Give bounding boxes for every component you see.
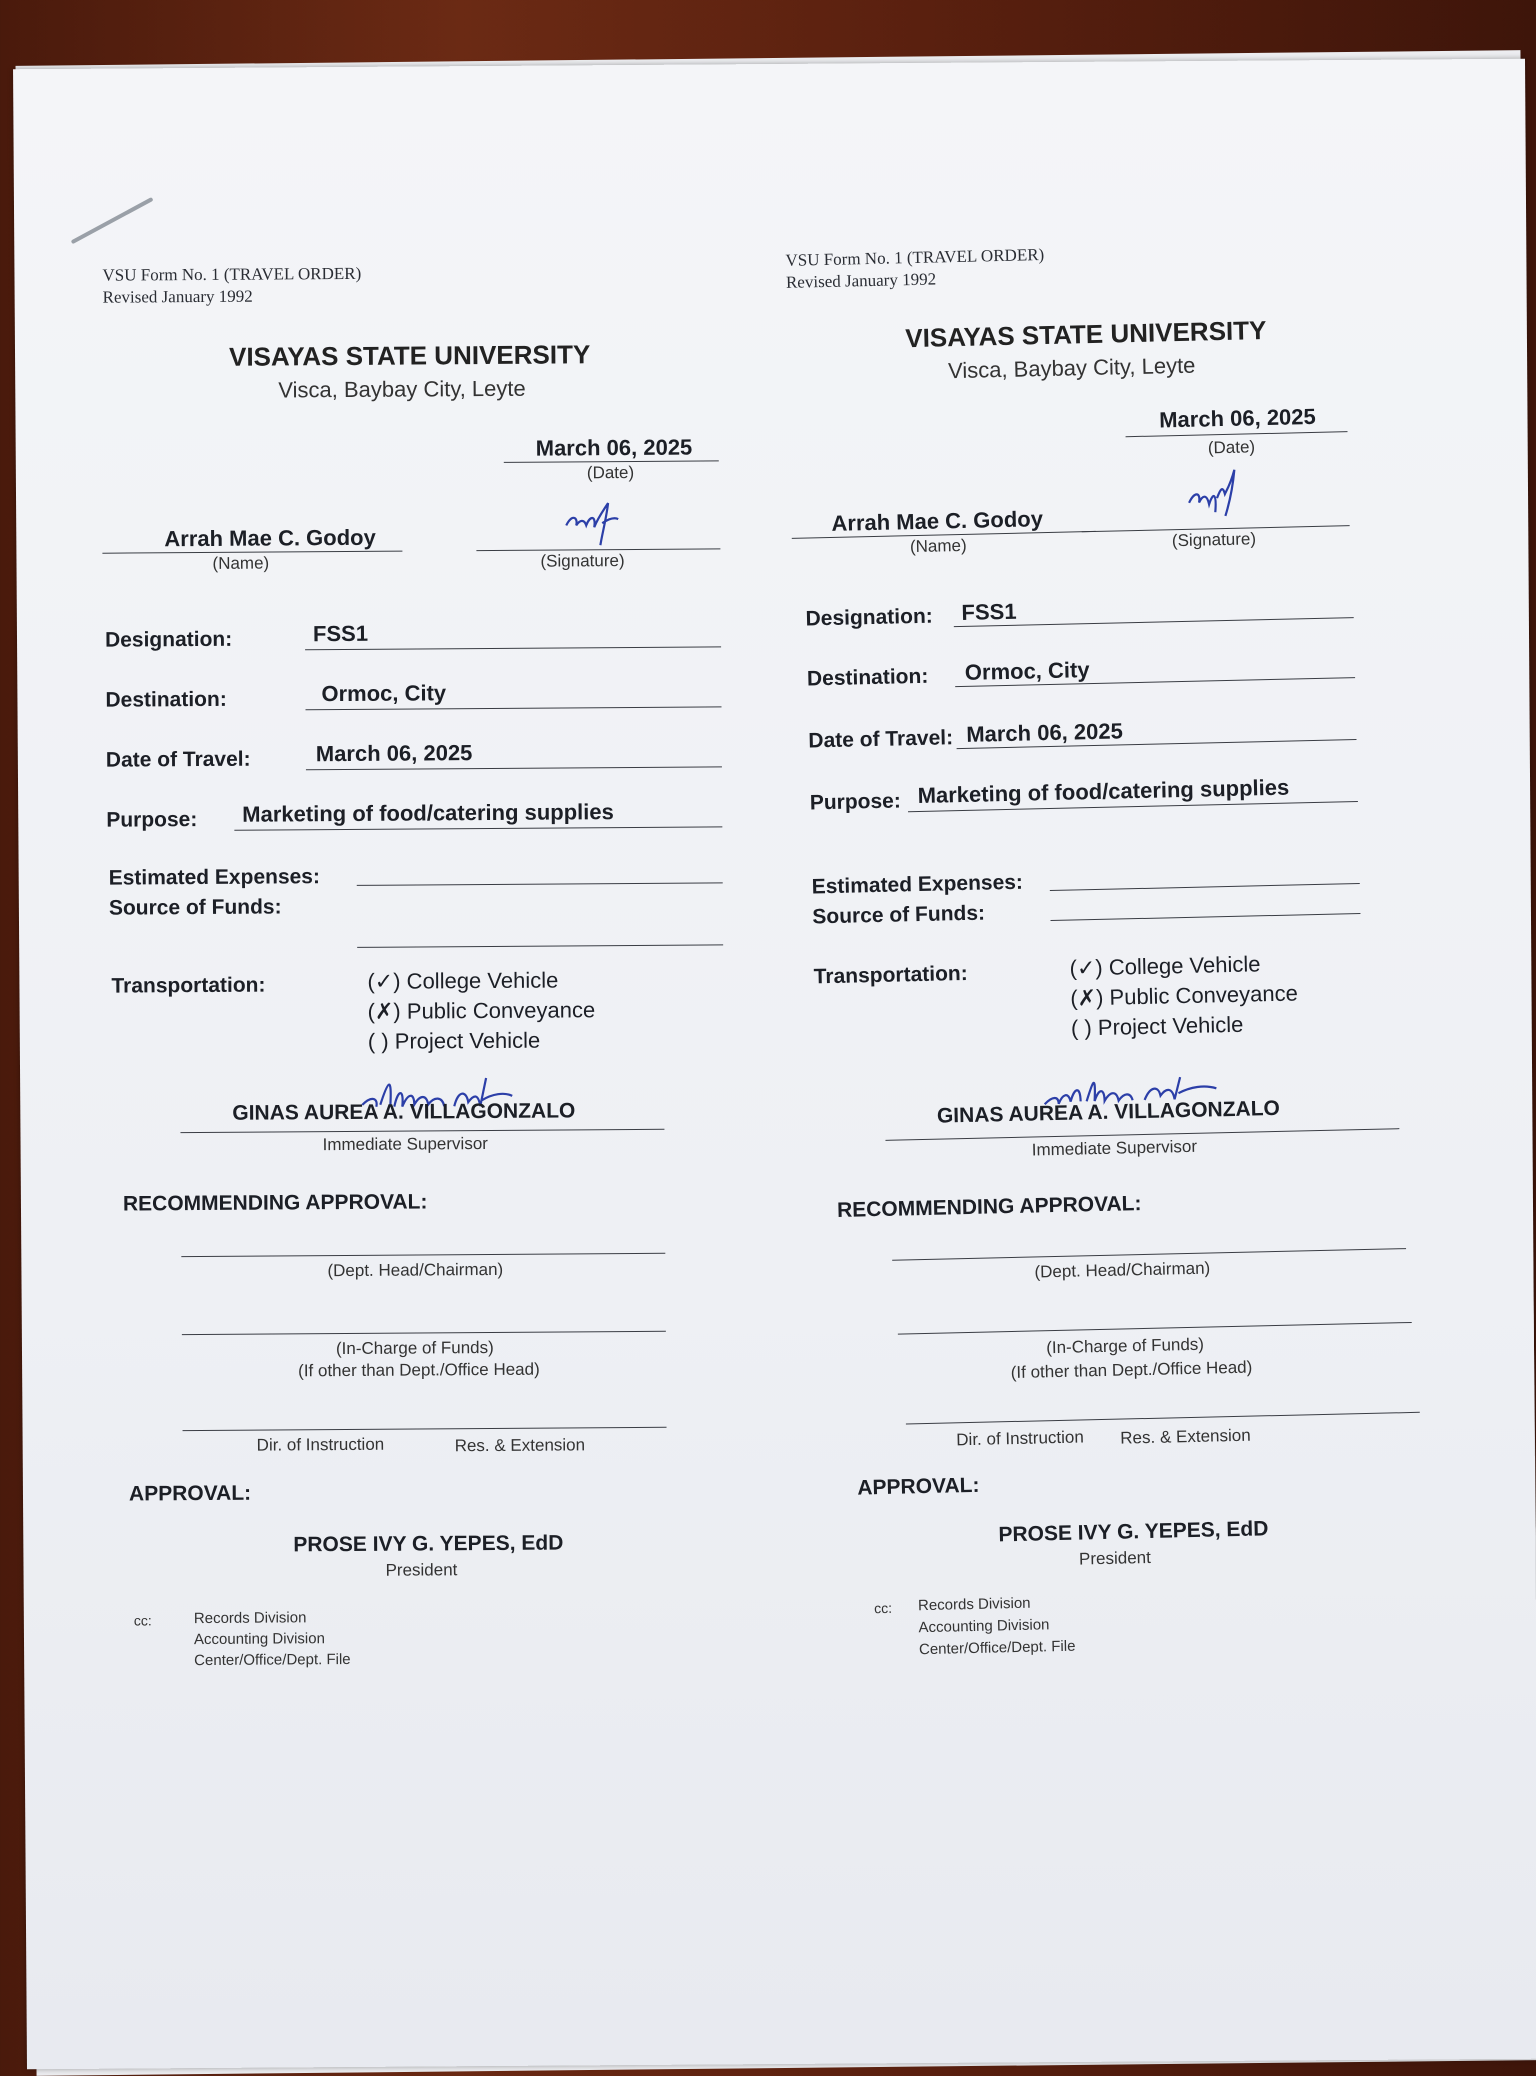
option-label: Public Conveyance xyxy=(1109,980,1299,1010)
dir-instruction: Dir. of Instruction xyxy=(956,1427,1085,1450)
option-public-conveyance xyxy=(368,997,596,1025)
funds-label: Source of Funds: xyxy=(812,901,986,929)
cc-item: Accounting Division xyxy=(193,1630,325,1649)
option-project-vehicle xyxy=(368,1028,541,1055)
travel-date-value: March 06, 2025 xyxy=(965,718,1124,747)
cc-item: Accounting Division xyxy=(918,1616,1050,1637)
form-revised: Revised January 1992 xyxy=(102,286,253,307)
university-name: VISAYAS STATE UNIVERSITY xyxy=(904,315,1267,354)
cc-label: cc: xyxy=(133,1612,152,1629)
destination-label: Destination: xyxy=(806,664,929,691)
dept-head-caption: (Dept. Head/Chairman) xyxy=(1034,1258,1211,1282)
funds-charge-note: (If other than Dept./Office Head) xyxy=(298,1359,540,1381)
transportation-label: Transportation: xyxy=(111,973,266,998)
res-extension: Res. & Extension xyxy=(1120,1425,1251,1448)
option-college-vehicle xyxy=(1069,951,1260,981)
name-value: Arrah Mae C. Godoy xyxy=(831,506,1044,536)
option-label: College Vehicle xyxy=(1108,951,1261,980)
option-label: Project Vehicle xyxy=(1097,1011,1244,1040)
funds-label: Source of Funds: xyxy=(108,895,282,920)
expenses-label: Estimated Expenses: xyxy=(108,865,321,890)
travel-date-label: Date of Travel: xyxy=(808,726,954,753)
cc-item: Center/Office/Dept. File xyxy=(918,1637,1076,1659)
cc-item: Records Division xyxy=(917,1594,1031,1615)
supervisor-caption: Immediate Supervisor xyxy=(1031,1136,1198,1160)
option-label: College Vehicle xyxy=(406,967,559,994)
purpose-label: Purpose: xyxy=(106,808,198,832)
funds-charge-note: (If other than Dept./Office Head) xyxy=(1010,1357,1253,1383)
president-caption: President xyxy=(385,1560,458,1580)
name-caption: (Name) xyxy=(909,535,967,557)
option-public-conveyance xyxy=(1070,980,1298,1011)
signature-caption: (Signature) xyxy=(540,551,625,571)
date-value: March 06, 2025 xyxy=(535,434,693,461)
name-caption: (Name) xyxy=(212,553,270,573)
funds-charge-caption: (In-Charge of Funds) xyxy=(1045,1334,1205,1358)
designation-value: FSS1 xyxy=(961,598,1017,625)
travel-date-value: March 06, 2025 xyxy=(315,740,473,767)
funds-charge-caption: (In-Charge of Funds) xyxy=(335,1337,494,1359)
option-mark: ( ) xyxy=(367,1028,389,1054)
expenses-label: Estimated Expenses: xyxy=(811,870,1024,899)
purpose-value: Marketing of food/catering supplies xyxy=(917,774,1290,809)
destination-value: Ormoc, City xyxy=(964,657,1090,685)
travel-date-label: Date of Travel: xyxy=(105,747,251,772)
date-value: March 06, 2025 xyxy=(1158,403,1316,433)
staple-icon xyxy=(71,197,154,244)
president-name: PROSE IVY G. YEPES, EdD xyxy=(998,1517,1269,1547)
university-address: Visca, Baybay City, Leyte xyxy=(278,375,526,403)
dept-head-caption: (Dept. Head/Chairman) xyxy=(327,1259,504,1281)
president-caption: President xyxy=(1078,1547,1152,1569)
option-mark: (✗) xyxy=(1070,984,1104,1011)
purpose-label: Purpose: xyxy=(809,789,902,815)
purpose-value: Marketing of food/catering supplies xyxy=(242,799,614,827)
dir-instruction: Dir. of Instruction xyxy=(256,1434,385,1455)
recommending-approval-label: RECOMMENDING APPROVAL: xyxy=(122,1190,428,1216)
form-code: VSU Form No. 1 (TRAVEL ORDER) xyxy=(785,245,1045,270)
designation-value: FSS1 xyxy=(312,620,369,647)
president-name: PROSE IVY G. YEPES, EdD xyxy=(293,1531,564,1557)
destination-label: Destination: xyxy=(105,687,227,712)
option-mark: (✓) xyxy=(1069,954,1103,981)
date-caption: (Date) xyxy=(1207,437,1256,458)
signature-caption: (Signature) xyxy=(1171,529,1257,551)
supervisor-caption: Immediate Supervisor xyxy=(322,1134,488,1155)
university-name: VISAYAS STATE UNIVERSITY xyxy=(228,339,591,372)
approval-label: APPROVAL: xyxy=(857,1473,980,1500)
university-address: Visca, Baybay City, Leyte xyxy=(947,352,1196,384)
paper-sheet xyxy=(13,59,1536,2070)
option-mark: ( ) xyxy=(1070,1015,1093,1041)
cc-label: cc: xyxy=(873,1599,893,1617)
cc-item: Records Division xyxy=(193,1609,307,1628)
date-caption: (Date) xyxy=(586,462,635,483)
form-revised: Revised January 1992 xyxy=(785,269,937,292)
option-project-vehicle xyxy=(1071,1012,1244,1042)
requester-signature xyxy=(562,489,622,549)
name-value: Arrah Mae C. Godoy xyxy=(164,524,376,552)
destination-value: Ormoc, City xyxy=(321,680,447,707)
form-code: VSU Form No. 1 (TRAVEL ORDER) xyxy=(102,263,362,285)
option-label: Public Conveyance xyxy=(406,997,596,1024)
supervisor-name: GINAS AUREA A. VILLAGONZALO xyxy=(232,1099,576,1125)
designation-label: Designation: xyxy=(805,604,934,631)
approval-label: APPROVAL: xyxy=(128,1481,252,1506)
recommending-approval-label: RECOMMENDING APPROVAL: xyxy=(836,1192,1142,1222)
option-college-vehicle xyxy=(367,968,558,995)
option-mark: (✓) xyxy=(367,968,401,994)
supervisor-name: GINAS AUREA A. VILLAGONZALO xyxy=(936,1096,1281,1128)
transportation-label: Transportation: xyxy=(813,961,968,989)
option-mark: (✗) xyxy=(367,998,401,1024)
res-extension: Res. & Extension xyxy=(454,1435,586,1456)
option-label: Project Vehicle xyxy=(394,1027,541,1054)
designation-label: Designation: xyxy=(104,627,233,652)
cc-item: Center/Office/Dept. File xyxy=(194,1650,351,1670)
requester-signature xyxy=(1182,464,1243,529)
